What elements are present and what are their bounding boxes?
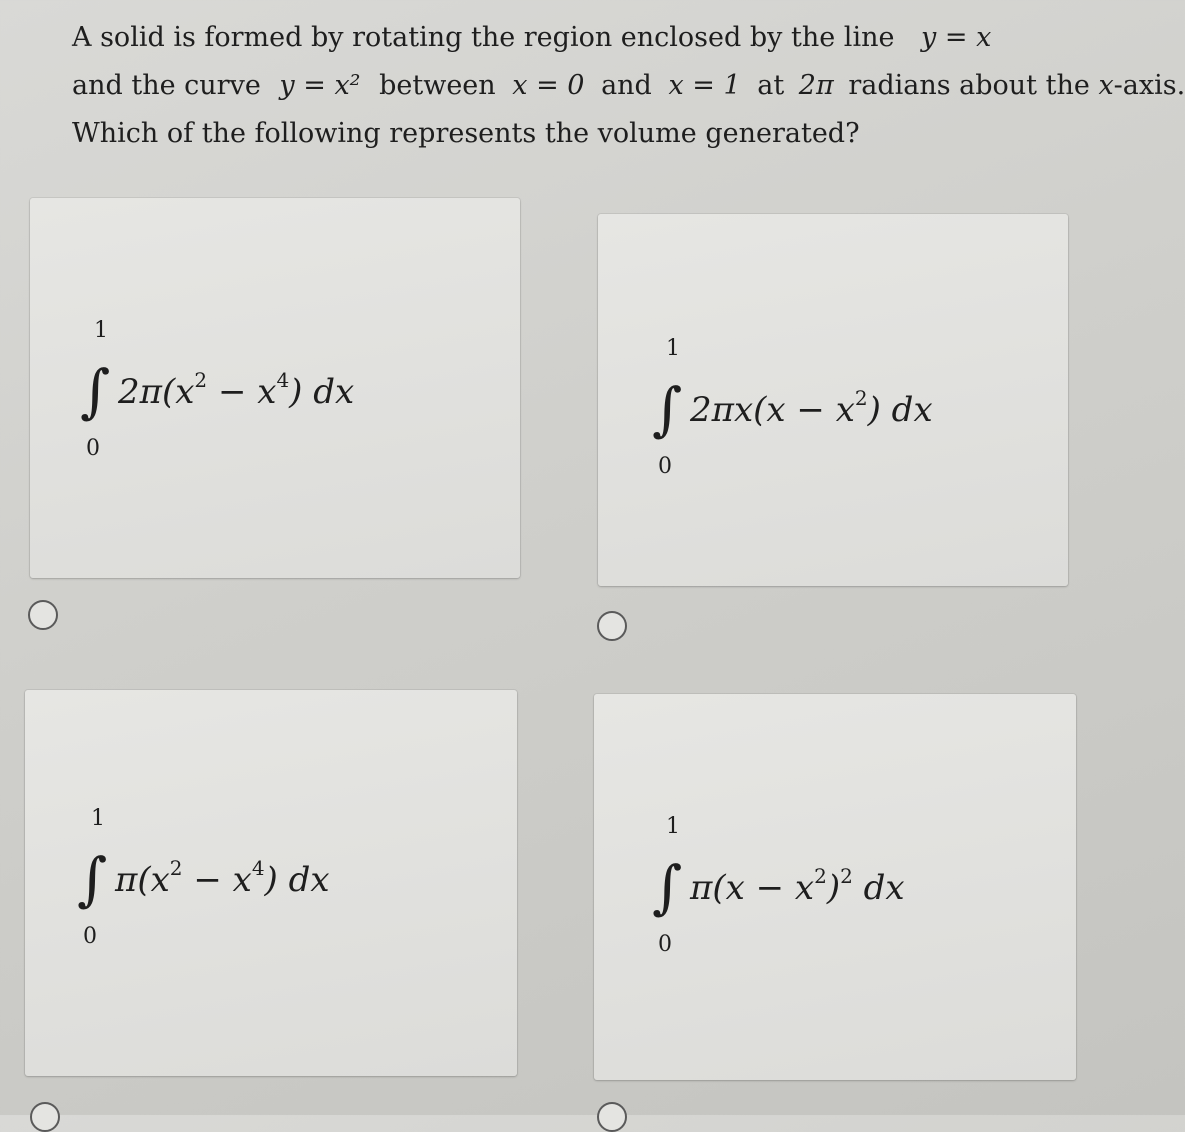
radio-option-d[interactable] xyxy=(597,1102,627,1132)
question-line-2: and the curve y = x² between x = 0 and x = 1 at 2π radians about the x-axis. xyxy=(72,70,1185,101)
lower-limit: 0 xyxy=(658,454,672,479)
option-card-d[interactable] xyxy=(594,694,1076,1080)
question-text xyxy=(72,14,1185,158)
option-card-c[interactable] xyxy=(25,690,517,1076)
upper-limit: 1 xyxy=(94,318,108,343)
integral-sign: ∫ xyxy=(652,853,683,921)
integral-sign: ∫ xyxy=(77,845,108,913)
math-y-equals-x: y = x xyxy=(921,22,992,53)
integrand: $2\pi(x^2 - x^4)$ dx xyxy=(118,368,355,412)
integrand: $\pi(x - x^2)^2$ dx xyxy=(690,864,905,908)
radio-option-a[interactable] xyxy=(28,600,58,630)
upper-limit: 1 xyxy=(666,336,680,361)
math-2pi: 2π xyxy=(798,70,834,101)
option-card-b[interactable] xyxy=(598,214,1068,586)
upper-limit: 1 xyxy=(91,806,105,831)
integrand: $\pi(x^2 - x^4)$ dx xyxy=(115,856,330,900)
integral-sign: ∫ xyxy=(652,375,683,443)
radio-option-c[interactable] xyxy=(30,1102,60,1132)
lower-limit: 0 xyxy=(658,932,672,957)
math-x: x xyxy=(1098,70,1114,101)
integrand: $2\pi x(x - x^2)$ dx xyxy=(690,386,933,430)
math-x-equals-0: x = 0 xyxy=(512,70,585,101)
lower-limit: 0 xyxy=(86,436,100,461)
upper-limit: 1 xyxy=(666,814,680,839)
lower-limit: 0 xyxy=(83,924,97,949)
math-y-equals-x-squared: y = x² xyxy=(279,70,361,101)
question-line-3: Which of the following represents the volume generated? xyxy=(72,118,860,149)
math-x-equals-1: x = 1 xyxy=(668,70,741,101)
question-line-1: A solid is formed by rotating the region enclosed by the line y = x xyxy=(72,22,992,53)
option-card-a[interactable] xyxy=(30,198,520,578)
integral-sign: ∫ xyxy=(80,357,111,425)
radio-option-b[interactable] xyxy=(597,611,627,641)
